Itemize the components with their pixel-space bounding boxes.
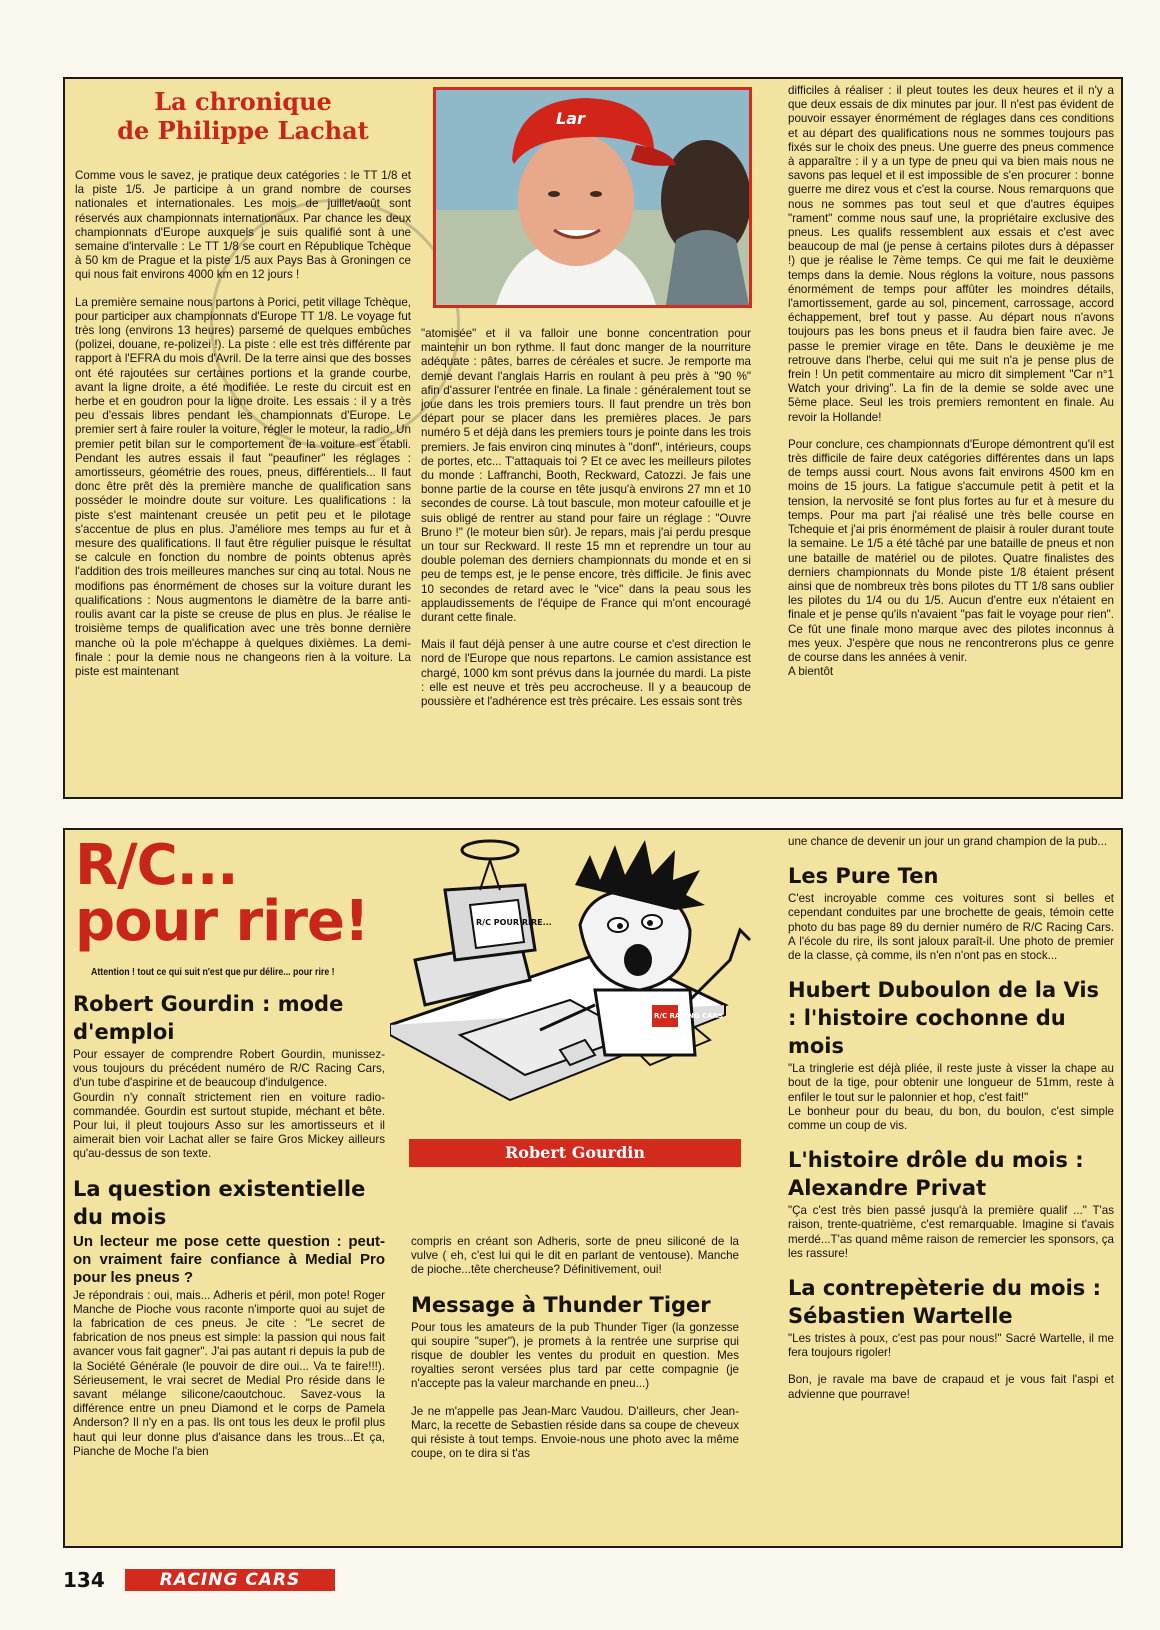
paragraph: C'est incroyable comme ces voitures sont si belles et cependant conduites par une brochette de geais, témoin cette photo du bas page 89 du dernier numéro de R/C Racing Cars. A l'école du rire, ils sont jaloux paraît-il. Une photo de premier de la classe, çà comme, ils n'en n'ont pas en stock... (788, 892, 1114, 963)
rc-column-3 (788, 835, 1114, 1545)
paragraph: La première semaine nous partons à Porici, petit village Tchèque, pour participer aux championnats d'Europe TT 1/8. Le voyage fut très long (environs 13 heures) parsemé de quelques embûches (polizei, douane, re-polizei !). La piste : elle est très différente par rapport à l'EFRA du mois d'Avril. De la terre ainsi que des bosses ont été rajoutées sur certaines portions et la grande courbe, avant la ligne droite, a été modifiée. Le reste du circuit est en herbe et en goudron pour la ligne droite. Les essais : il y a très peu d'essais libres pendant les championnats d'Europe. Le premier sert à faire rouler la voiture, régler le moteur, la radio. Un premier petit bilan sur le comportement de la voiture est établi. Pendant les autres essais il faut "peaufiner" les réglages : amortisseurs, géométrie des roues, pneus, différentiels... Il faut donc être prêt dès la première manche de qualification sans posséder le moindre doute sur voiture. Les qualifications : la piste s'est maintenant creusée un petit peu et le pilotage s'accentue de plus en plus. J'améliore mes temps au fur et à mesure des qualifications. Il faut être régulier puisque le résultat se calcule en fonction du nombre de points obtenus après l'addition des trois meilleures manches sur cinq au total. Nous ne modifions pas énormément de choses sur la voiture durant les qualifications : Nous augmentons le diamètre de la barre anti-roulis avant car la piste se creuse de plus en plus. Je réalise le troisième temps de qualification avec une très bonne dernière manche où la pole m'échappe à quelques dixièmes. La demi-finale : pour la demie nous ne changeons rien à la voiture. La piste est maintenant (75, 295, 411, 678)
rc-title-line1: R/C... (75, 833, 238, 898)
chronique-column-3 (788, 84, 1114, 796)
chronique-column-2 (421, 327, 751, 797)
paragraph: "La tringlerie est déjà pliée, il reste juste à visser la chape au bout de la tige, pour obtenir une longueur de 51mm, reste à enfiler le tout sur le palonnier et hop, c'est fait!" (788, 1062, 1114, 1104)
section-title-question: La question existentielle du mois (73, 1176, 366, 1229)
paragraph: Bon, je ravale ma bave de crapaud et je vous fait l'aspi et advienne que pourrave! (788, 1373, 1114, 1401)
rc-column-2 (411, 1235, 739, 1545)
paragraph: Mais il faut déjà penser à une autre course et c'est direction le nord de l'Europe que nous repartons. Le camion assistance est chargé, 1000 km sont prévus dans la journée du mardi. La piste : elle est neuve et très peu accrocheuse. Il y a beaucoup de poussière et l'adhérence est très précaire. Les essais sont très (421, 638, 751, 709)
rc-pour-rire-box (63, 828, 1123, 1548)
cartoon-computer-drawing (390, 830, 760, 1150)
illustration-caption: Robert Gourdin (409, 1139, 741, 1167)
paragraph: A bientôt (788, 665, 834, 679)
section-title-contrepeterie: La contrepèterie du mois : Sébastien Wartelle (788, 1276, 1102, 1329)
rc-title-line2: pour rire! (75, 889, 369, 954)
rc-subtitle: Attention ! tout ce qui suit n'est que pur délire... pour rire ! (91, 967, 335, 978)
paragraph: Je répondrais : oui, mais... Adheris et péril, mon pote! Roger Manche de Pioche vous raconte n'importe quoi au sujet de la fabrication de ces pneus. Je cite : "Le secret de fabrication de nos pneus est simple: la passion qui nous fait avancer vous fait gagner". J'ai pas autant ri depuis la pub de la Société Générale (le pouvoir de dire oui... Va te faire!!!). Sérieusement, le vrai secret de Medial Pro réside dans le savant mélange silicone/caoutchouc. Savez-vous la différence entre un pneu Diamond et le corps de Pamela Anderson? Il n'y en a pas. Ils ont tous les deux le profil plus haut qui leur donne plus d'aisance dans les trous...Et ça, Pianche de Moche l'a bien (73, 1288, 385, 1458)
cartoon-illustration (390, 830, 760, 1150)
page-number: 134 (63, 1568, 105, 1592)
paragraph: une chance de devenir un jour un grand champion de la pub... (788, 835, 1108, 848)
paragraph: Comme vous le savez, je pratique deux catégories : le TT 1/8 et la piste 1/5. Je participe à un grand nombre de courses nationales et internationales. Les mois de juillet/août sont réservés aux championnats internationaux. Par chance les deux championnats d'Europe auxquels je suis qualifié sont à une semaine d'intervalle : Le TT 1/8 se court en République Tchèque à 50 km de Prague et la piste 1/5 aux Pays Bas à Groningen ce qui nous fait environs 4000 km en 12 jours ! (75, 169, 411, 282)
shirt-logo-text: R/C RACING CARS (654, 1012, 724, 1020)
reader-question: Un lecteur me pose cette question : peut-on vraiment faire confiance à Medial Pro pour les pneus ? (73, 1232, 385, 1286)
rc-column-1 (73, 990, 385, 1545)
paragraph: Pour tous les amateurs de la pub Thunder Tiger (la gonzesse qui soupire "super"), je promets à la rentrée une surprise qui risque de doubler les ventes du produit en question. Mes royalties seront versées plus tard par cette compagnie (je n'accepte pas la valeur marchande en pneu...) (411, 1320, 739, 1391)
section-title-mode-emploi: Robert Gourdin : mode d'emploi (73, 992, 344, 1044)
chronique-title-line2: de Philippe Lachat (117, 116, 369, 145)
chronique-column-1 (75, 169, 411, 794)
paragraph: difficiles à réaliser : il pleut toutes les deux heures et il n'y a que deux essais de dix minutes par jour. Il n'est pas évident de pouvoir essayer énormément de réglages dans ces conditions et au départ des qualifications nous ne sommes toujours pas fixés sur le choix des pneus. Une guerre des pneus commence à apparaître : il y a un type de pneu qui va bien mais nous ne savons pas lequel et il est impossible de s'en procurer : bonne guerre me direz vous et c'est la course. Nous remarquons que nous ne sommes pas tout seul et que d'autres équipes "rament" comme nous sauf une, la propriétaire exclusive des pneus. Les qualifs ressemblent aux essais et c'est avec beaucoup de mal (je pense à certains pilotes durs à dépasser !) que je réalise le 7ème temps. Ce qui me fait le deuxième temps dans la demie. Nous réglons la voiture, nous passons énormément de temps pour affûter les moindres détails, l'amortissement, garde au sol, pincement, carrossage, accord échappement, bref tout y passe. Au départ nous n'avons toujours pas les bons pneus et il faudra bien faire avec. Je passe le premier virage en tête. Dans le deuxième je me retrouve dans l'herbe, celui qui me suit n'a je pense plus de frein ! Un petit commentaire au micro dit simplement "Car n°1 Watch your driving". La fin de la demie se solde avec une 5ème place. Seul les trois premiers remontent en finale. Au revoir la Hollande! (788, 84, 1114, 424)
driver-portrait-image (436, 90, 749, 305)
magazine-logo: RACING CARS (125, 1569, 335, 1591)
paragraph: Pour essayer de comprendre Robert Gourdin, munissez-vous toujours du précédent numéro de R/C Racing Cars, d'un tube d'aspirine et de beaucoup d'indulgence. (73, 1048, 385, 1090)
driver-photo (433, 87, 752, 308)
svg-text:Lar: Lar (556, 109, 585, 128)
section-title-thunder-tiger: Message à Thunder Tiger (411, 1292, 711, 1317)
paragraph: compris en créant son Adheris, sorte de pneu siliconé de la vulve ( eh, c'est lui qui le dit en parlant de ventouse). Manche de pioche...tête chercheuse? Définitivement, oui! (411, 1235, 739, 1277)
screen-text: R/C POUR RIRE... (476, 918, 552, 927)
section-title-histoire-cochonne: Hubert Duboulon de la Vis : l'histoire cochonne du mois (788, 978, 1100, 1059)
section-title-pure-ten: Les Pure Ten (788, 864, 939, 889)
rc-title (75, 833, 420, 954)
chronique-title-line1: La chronique (154, 87, 332, 116)
paragraph: Je ne m'appelle pas Jean-Marc Vaudou. D'ailleurs, cher Jean-Marc, la recette de Sebastien réside dans sa coupe de cheveux qui résiste à tout temps. Envoie-nous une photo avec la même coupe, on te dira si t'as (411, 1404, 739, 1461)
paragraph: Le bonheur pour du beau, du bon, du boulon, c'est simple comme un coup de vis. (788, 1104, 1114, 1133)
chronique-box (63, 77, 1123, 799)
page-footer (63, 1567, 353, 1593)
paragraph: "Les tristes à poux, c'est pas pour nous!" Sacré Wartelle, il me fera toujours rigoler! (788, 1332, 1114, 1360)
paragraph: "atomisée" et il va falloir une bonne concentration pour maintenir un bon rythme. Il faut donc manger de la nourriture adéquate : pâtes, barres de céréales et sucre. Je remporte ma demie devant l'anglais Harris en roulant à peu près à "90 %" afin d'assurer l'entrée en finale. La finale : généralement tout se joue dans les trois premiers tours. Il faut prendre un très bon départ pour se placer dans les premières places. Je pars numéro 5 et déjà dans les premiers tours je pointe dans les trois premiers. Je fais environ cinq minutes à "donf", intérieurs, coups de portes, etc... T'attaquais toi ? Et ce avec les meilleurs pilotes du monde : Laffranchi, Booth, Reckward, Catozzi. Je fais une bonne partie de la course en tête jusqu'à environs 27 mn et 10 secondes de course. Là tout bascule, mon moteur cafouille et je suis obligé de rentrer au stand pour faire un réglage : "Ouvre Bruno !" (le moteur bien sûr). Je repars, mais j'ai perdu presque un tour sur Reckward. Il reste 15 mn et reprendre un tour au double poleman des derniers championnats du monde et en si peu de temps est, je le pense encore, très difficile. Je finis avec 10 secondes de retard avec le "vice" dans la peau sous les applaudissements de l'équipe de France qui m'ont encouragé durant cette finale. (421, 327, 751, 625)
chronique-title (75, 87, 411, 145)
paragraph: Gourdin n'y connaît strictement rien en voiture radio-commandée. Gourdin est surtout stupide, méchant et bête. Pour lui, il pleut toujours Asso sur les amortisseurs et il aimerait bien voir Lachat aller se faire Gros Mickey ailleurs qu'au-dessus de son texte. (73, 1090, 385, 1161)
paragraph: "Ça c'est très bien passé jusqu'à la première qualif ..." T'as raison, trente-quatrième, c'est remarquable. Imagine si t'avais merdé...T'as quand même raison de remercier les sponsors, ça les rassure! (788, 1204, 1114, 1260)
section-title-histoire-drole: L'histoire drôle du mois : Alexandre Privat (788, 1148, 1084, 1201)
paragraph: Pour conclure, ces championnats d'Europe démontrent qu'il est très difficile de faire deux catégories différentes dans un laps de temps aussi court. Nous avons fait environs 4500 km en moins de 15 jours. La fatigue s'accumule petit à petit et la tension, la nervosité se font plus fortes au fur et à mesure du temps. Pour ma part j'ai réalisé une très belle course en Tchequie et j'ai pris énormément de plaisir à rouler durant toute la semaine. Le 1/5 a été tâché par une bataille de pneus et non une bataille de matériel ou de pilotes. Quatre finalistes des derniers championnats du Monde piste 1/8 étaient présent ainsi que de nombreux très bons pilotes du TT 1/8 sans oublier les pilotes du 1/4 ou du 1/5. Aucun d'entre eux n'étaient en finale et je pense qu'ils n'avaient "pas fait le voyage pour rien". Ce fût une finale mono marque avec des pilotes inconnus à mes yeux. J'espère que nous ne rencontrerons plus ce genre de course dans les années à venir. (788, 437, 1114, 664)
